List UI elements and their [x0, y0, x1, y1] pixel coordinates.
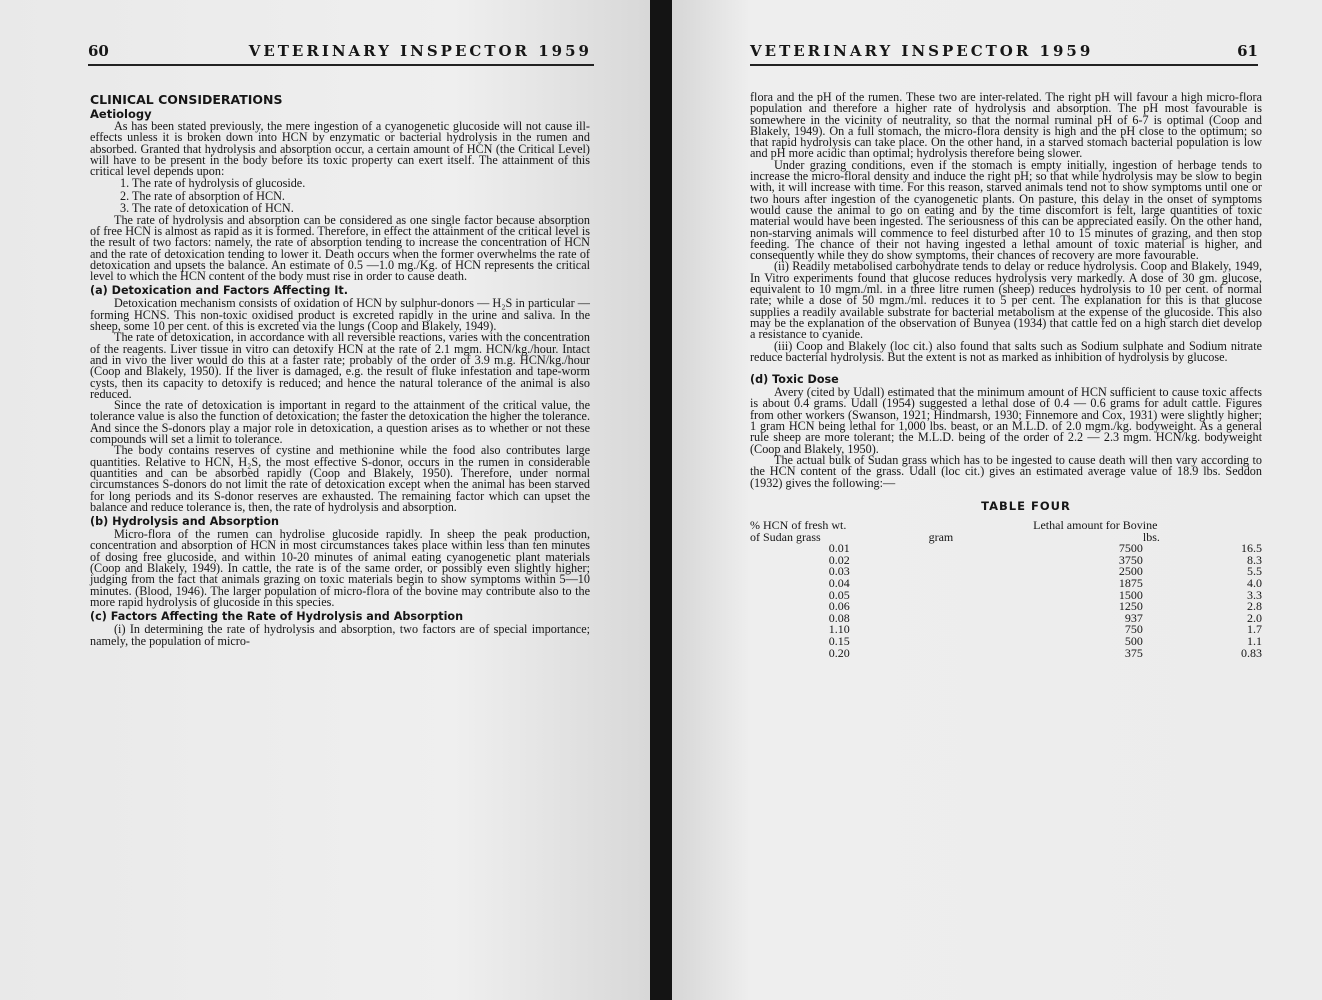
column-header: gram — [928, 529, 954, 544]
running-title: VETERINARY INSPECTOR 1959 — [750, 42, 1094, 60]
paragraph: The body contains reserves of cystine and methionine while the food also contributes large quantities. Relative to HCN, H₂S, the most effective S-donor, occurs in the rumen in considerable quantities and can be absorbed rapidly (Coop and Blakely, 1950). Therefore, under normal circumstances S-donors do not limit the rate of detoxication except when the animal has been starved for long periods and its S-donor reserves are exhausted. The remaining factor which can upset the balance and reduce tolerance is, then, the rate of hydrolysis and absorption. — [90, 443, 590, 514]
table-cell: 3.3 — [1247, 587, 1262, 602]
column-header: of Sudan grass — [750, 529, 821, 544]
right-page-body — [750, 92, 1262, 659]
table-cell: 937 — [1124, 610, 1143, 625]
table-cell: 1500 — [1118, 587, 1143, 602]
table-row — [750, 648, 1262, 660]
paragraph: The actual bulk of Sudan grass which has to be ingested to cause death will then vary according to the HCN content of the grass. Udall (loc cit.) gives an estimated average value of 18.9 lbs. Seddon (1932) gives the following:— — [750, 452, 1262, 490]
table-cell: 0.03 — [828, 564, 850, 579]
table-row — [750, 578, 1262, 590]
table-cell: 0.20 — [828, 645, 850, 660]
table-cell: 0.02 — [828, 552, 850, 567]
paragraph: As has been stated previously, the mere ingestion of a cyanogenetic glucoside will not cause ill-effects unless it is broken down into HCN by enzymatic or bacterial hydrolysis in the rumen and absorbed. Granted that hydrolysis and absorption occur, a certain amount of HCN (the Critical Level) will have to be present in the body before its toxic property can exert itself. The attainment of this critical level depends upon: — [90, 119, 590, 179]
table-cell: 1.7 — [1247, 622, 1262, 637]
factor-list — [90, 177, 590, 214]
column-header: lbs. — [1142, 529, 1160, 544]
table-cell: 1.1 — [1247, 634, 1262, 649]
table-row — [750, 613, 1262, 625]
table-cell: 2.0 — [1247, 610, 1262, 625]
left-page-body — [90, 92, 590, 647]
subsection-heading: (d) Toxic Dose — [750, 373, 839, 387]
table-cell: 0.05 — [828, 587, 850, 602]
paragraph: Avery (cited by Udall) estimated that the minimum amount of HCN sufficient to cause toxic affects is about 0.4 grams. Udall (1954) suggested a lethal dose of 0.4 — 0.6 grams for adult cattle. Figures from other workers (Swanson, 1921; Hindmarsh, 1930; Finnemore and Cox, 1931) were slightly higher; 1 gram HCN being lethal for 1,000 lbs. beast, or an M.L.D. of 2.0 mgm./kg. bodyweight. As a general rule sheep are more tolerant; the M.L.D. being of the order of 2.2 — 2.3 mgm. HCN/kg. bodyweight (Coop and Blakely, 1950). — [750, 385, 1262, 456]
right-page — [672, 0, 1322, 1000]
section-subheading: Aetiology — [90, 107, 152, 121]
table-cell: 0.01 — [828, 541, 850, 556]
left-page — [0, 0, 650, 1000]
list-item: 3. The rate of detoxication of HCN. — [120, 201, 294, 216]
table-cell: 0.08 — [828, 610, 850, 625]
subsection-heading: (b) Hydrolysis and Absorption — [90, 515, 279, 529]
subsection-heading: (c) Factors Affecting the Rate of Hydrolysis and Absorption — [90, 610, 464, 624]
left-page-header — [88, 42, 594, 66]
right-page-header — [750, 42, 1258, 66]
table-row — [750, 601, 1262, 613]
table-cell: 0.83 — [1241, 645, 1262, 660]
column-header: % HCN of fresh wt. — [750, 518, 847, 533]
table-title: TABLE FOUR — [981, 498, 1071, 513]
table-cell: 16.5 — [1241, 541, 1262, 556]
page-number: 61 — [1237, 42, 1258, 60]
table-row — [750, 636, 1262, 648]
paragraph: Micro-flora of the rumen can hydrolise glucoside rapidly. In sheep the peak production, concentration and absorption of HCN in most circumstances takes place within less than ten minutes of dosing free glucoside, and within 10-20 minutes of animal eating cyanogenetic plant materials (Coop and Blakely, 1949). In cattle, the rate is of the same order, or possibly even slightly higher; judging from the fact that animals grazing on toxic materials begin to show symptoms within 5—10 minutes. (Blood, 1946). The larger population of micro-flora of the bovine may contribute also to the more rapid hydrolysis of glucoside in this species. — [90, 527, 590, 609]
table-header-row — [750, 532, 1262, 544]
table-cell: 0.04 — [828, 576, 850, 591]
book-gutter — [650, 0, 672, 1000]
table-row — [750, 624, 1262, 636]
paragraph: (i) In determining the rate of hydrolysis and absorption, two factors are of special importance; namely, the population of micro- — [90, 622, 590, 648]
table-cell: 0.15 — [828, 634, 850, 649]
table-row — [750, 566, 1262, 578]
paragraph: The rate of detoxication, in accordance with all reversible reactions, varies with the concentration of the reagents. Liver tissue in vitro can detoxify HCN at the rate of 2.1 mgm. HCN/kg./hour. Intact and in vivo the liver would do this at a faster rate; probably of the order of 3.9 m.g. HCN/kg./hour (Coop and Blakely, 1950). If the liver is damaged, e.g. the result of fluke infestation and tape-worm cysts, then its capacity to detoxify is reduced; and hence the natural tolerance of the animal is also reduced. — [90, 330, 590, 401]
table-cell: 3750 — [1118, 552, 1143, 567]
page-number: 60 — [88, 42, 109, 60]
paragraph: Under grazing conditions, even if the stomach is empty initially, ingestion of herbage tends to increase the micro-floral density and induce the right pH; so that while hydrolysis may be slow to begin with, it will increase with time. For this reason, starved animals tend not to show symptoms until one or two hours after ingestion of the cyanogenetic plants. On pasture, this delay in the onset of symptoms would cause the animal to go on eating and by the time discomfort is felt, large quantities of toxic material would have been ingested. The seriousness of this can be appreciated easily. On the other hand, non-starving animals will commence to feel disturbed after 10 to 15 minutes of grazing, and then stop feeding. The chance of their not having ingested a lethal amount of toxic material is higher, and consequently while they do show symptoms, their chances of recovery are more favourable. — [750, 157, 1262, 263]
table-cell: 1.10 — [828, 622, 850, 637]
table-cell: 1250 — [1118, 599, 1143, 614]
table-cell: 4.0 — [1247, 576, 1262, 591]
table-cell: 500 — [1124, 634, 1143, 649]
table-cell: 2500 — [1118, 564, 1143, 579]
table-body — [750, 543, 1262, 659]
table-cell: 7500 — [1118, 541, 1143, 556]
paragraph: Detoxication mechanism consists of oxidation of HCN by sulphur-donors — H₂S in particular — forming HCNS. This non-toxic oxidised product is excreted rapidly in the urine and saliva. In the sheep, some 10 per cent. of this is excreted via the lungs (Coop and Blakely, 1949). — [90, 296, 590, 334]
column-header: Lethal amount for Bovine — [1033, 518, 1158, 533]
table-cell: 2.8 — [1247, 599, 1262, 614]
table-cell: 375 — [1124, 645, 1143, 660]
paragraph: flora and the pH of the rumen. These two are inter-related. The right pH will favour a high micro-flora population and therefore a higher rate of hydrolysis and absorption. The pH most favourable is somewhere in the vicinity of neutrality, so that the normal ruminal pH of 6-7 is optimal (Coop and Blakely, 1949). On a full stomach, the micro-flora density is high and the pH close to the optimum; so that rapid hydrolysis can take place. On the other hand, in a starved stomach bacterial population is low and pH more acidic than optimal; hydrolysis therefore being slower. — [750, 90, 1262, 161]
paragraph: (iii) Coop and Blakely (loc cit.) also found that salts such as Sodium sulphate and Sodium nitrate reduce bacterial hydrolysis. But the extent is not as marked as inhibition of hydrolysis by glucose. — [750, 338, 1262, 364]
table-cell: 8.3 — [1247, 552, 1262, 567]
paragraph: (ii) Readily metabolised carbohydrate tends to delay or reduce hydrolysis. Coop and Blakely, 1949, In Vitro experiments found that glucose reduces hydrolysis very markedly. A dose of 30 gm. glucose, equivalent to 10 mgm./ml. in a three litre rumen (sheep) reduces hydrolysis to 10 per cent. of normal rate; while a dose of 50 mgm./ml. reduces it to 5 per cent. The explanation for this is that glucose supplies a readily available substrate for bacterial metabolism at the expense of the glucoside. This also may be the explanation of the observation of Bunyea (1934) that cattle fed on a high starch diet develop a resistance to cyanide. — [750, 259, 1262, 342]
table-cell: 1875 — [1118, 576, 1143, 591]
table-header-row — [750, 520, 1262, 532]
table-row — [750, 543, 1262, 555]
running-title: VETERINARY INSPECTOR 1959 — [248, 42, 592, 60]
paragraph: The rate of hydrolysis and absorption can be considered as one single factor because absorption of free HCN is almost as rapid as it is formed. Therefore, in effect the attainment of the critical level is the result of two factors: namely, the rate of absorption tending to increase the concentration of HCN and the rate of detoxication tending to lower it. Death occurs when the former overwhelms the rate of detoxication and upsets the balance. An estimate of 0.5 —1.0 mg./Kg. of HCN represents the critical level to which the HCN content of the body must rise in order to cause death. — [90, 212, 590, 284]
table-cell: 0.06 — [828, 599, 850, 614]
list-item: 1. The rate of hydrolysis of glucoside. — [120, 176, 306, 191]
table-cell: 5.5 — [1247, 564, 1262, 579]
section-heading: CLINICAL CONSIDERATIONS — [90, 92, 283, 107]
table-cell: 750 — [1124, 622, 1143, 637]
subsection-heading: (a) Detoxication and Factors Affecting It. — [90, 284, 348, 298]
paragraph: Since the rate of detoxication is important in regard to the attainment of the critical value, the tolerance value is also the function of detoxication; the faster the detoxication the higher the tolerance. And since the S-donors play a major role in detoxication, a question arises as to whether or not these compounds will set a limit to tolerance. — [90, 398, 590, 447]
lethal-dose-table — [750, 520, 1262, 659]
table-row — [750, 590, 1262, 602]
table-row — [750, 555, 1262, 567]
list-item: 2. The rate of absorption of HCN. — [120, 188, 285, 203]
